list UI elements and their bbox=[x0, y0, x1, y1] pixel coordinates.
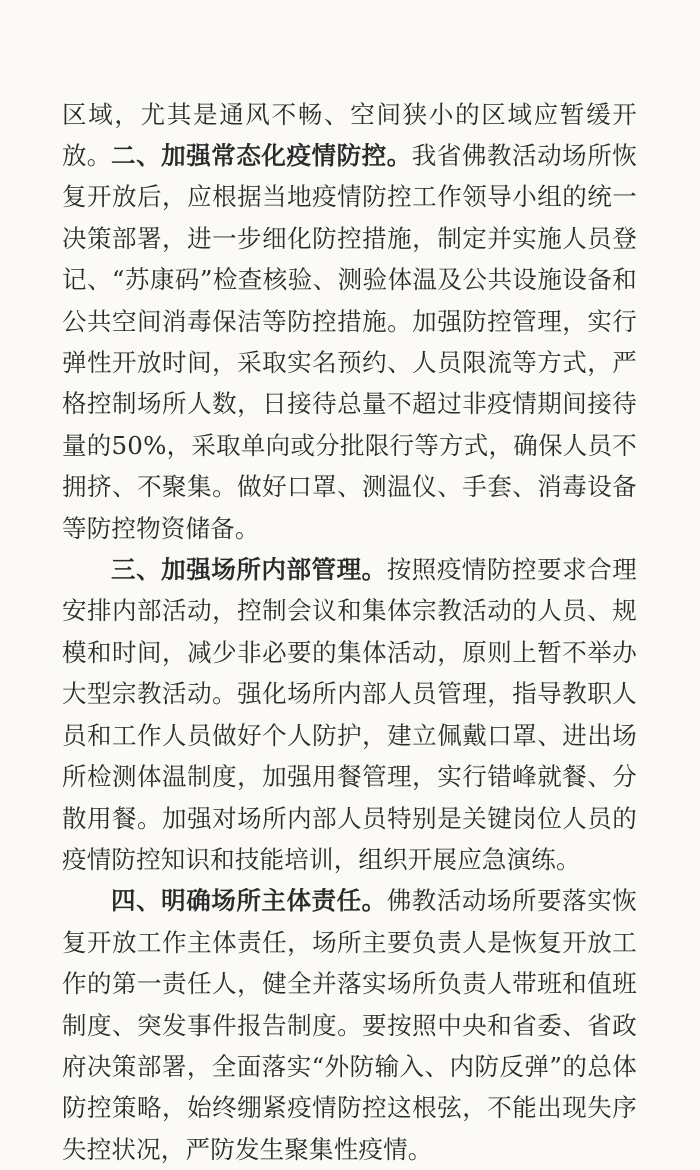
section-heading: 二、加强常态化疫情防控。 bbox=[111, 141, 412, 170]
paragraph-text: 按照疫情防控要求合理安排内部活动，控制会议和集体宗教活动的人员、规模和时间，减少非必要的集体活动，原则上暂不举办大型宗教活动。强化场所内部人员管理，指导教职人员和工作人员做好个人防护，建立佩戴口罩、进出场所检测体温制度，加强用餐管理，实行错峰就餐、分散用餐。加强对场所内部人员特别是关键岗位人员的疫情防控知识和技能培训，组织开展应急演练。 bbox=[62, 555, 638, 874]
paragraph-section-four bbox=[62, 880, 637, 1170]
section-heading: 四、明确场所主体责任。 bbox=[111, 886, 387, 916]
section-heading: 三、加强场所内部管理。 bbox=[111, 555, 387, 585]
paragraph-text: 我省佛教活动场所恢复开放后，应根据当地疫情防控工作领导小组的统一决策部署，进一步细化防控措施，制定并实施人员登记、“苏康码”检查核验、测验体温及公共设施设备和公共空间消毒保洁等防控措施。加强防控管理，实行弹性开放时间，采取实名预约、人员限流等方式，严格控制场所人数，日接待总量不超过非疫情期间接待量的50%，采取单向或分批限行等方式，确保人员不拥挤、不聚集。做好口罩、测温仪、手套、消毒设备等防控物资储备。 bbox=[62, 141, 637, 543]
paragraph-section-three bbox=[62, 549, 637, 880]
paragraph-section-two bbox=[62, 135, 637, 549]
paragraph-text: 佛教活动场所要落实恢复开放工作主体责任，场所主要负责人是恢复开放工作的第一责任人，健全并落实场所负责人带班和值班制度、突发事件报告制度。要按照中央和省委、省政府决策部署，全面落实“外防输入、内防反弹”的总体防控策略，始终绷紧疫情防控这根弦，不能出现失序失控状况，严防发生聚集性疫情。 bbox=[62, 886, 638, 1164]
paragraph-text: 区域，尤其是通风不畅、空间狭小的区域应暂缓开放。 bbox=[62, 100, 637, 171]
